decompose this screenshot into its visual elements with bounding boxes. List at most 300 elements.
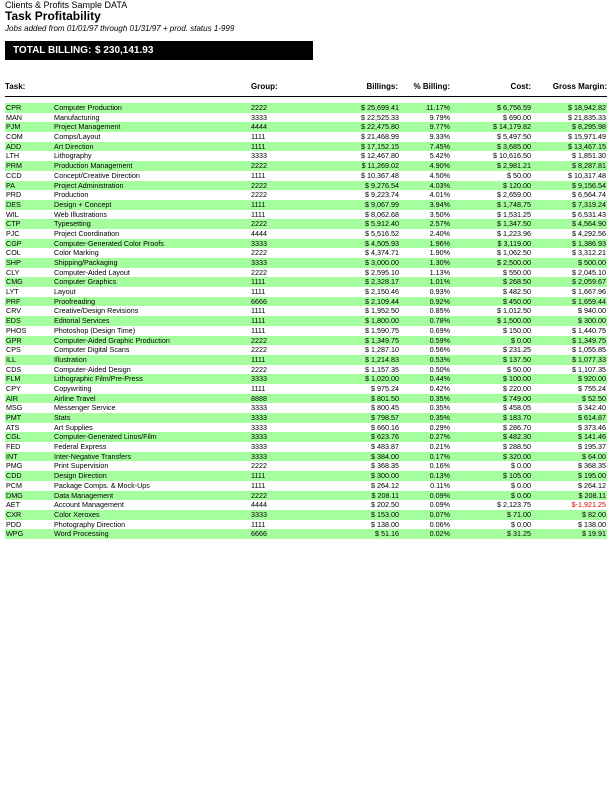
cell-group: 1111: [251, 199, 266, 209]
cell-group: 1111: [251, 141, 266, 151]
cell-code: PMG: [6, 461, 23, 471]
cell-cost: $ 31.25: [507, 529, 531, 539]
cell-gm: $ 1,659.44: [572, 296, 606, 306]
cell-cost: $ 450.00: [503, 296, 531, 306]
cell-cost: $ 71.00: [507, 509, 531, 519]
cell-gm: $ 4,564.90: [572, 219, 606, 229]
cell-cost: $ 286.70: [503, 422, 531, 432]
cell-task: Project Administration: [54, 180, 124, 190]
report-filter-note: Jobs added from 01/01/97 through 01/31/97 + prod. status 1-999: [5, 24, 235, 33]
total-billing-label: TOTAL BILLING:: [13, 45, 92, 56]
cell-task: Typesetting: [54, 219, 91, 229]
cell-group: 1111: [251, 519, 266, 529]
cell-pct: 2.57%: [429, 219, 450, 229]
cell-cost: $ 482.50: [503, 287, 531, 297]
cell-code: CLY: [6, 267, 20, 277]
cell-task: Shipping/Packaging: [54, 258, 118, 267]
cell-cost: $ 550.00: [503, 267, 531, 277]
cell-pct: 0.56%: [429, 345, 450, 355]
cell-cost: $ 1,223.96: [497, 228, 531, 238]
cell-task: Proofreading: [54, 296, 96, 306]
cell-cost: $ 749.00: [503, 393, 531, 403]
cell-task: Art Direction: [54, 141, 94, 151]
cell-gm: $ 8,287.81: [572, 161, 606, 171]
column-header-cost: Cost:: [510, 82, 531, 91]
cell-code: CCD: [6, 170, 22, 180]
cell-group: 1111: [251, 277, 266, 287]
cell-cost: $ 10,616.50: [493, 151, 531, 161]
cell-group: 2222: [251, 180, 267, 190]
cell-pct: 9.33%: [429, 132, 450, 142]
cell-billings: $ 9,067.99: [365, 199, 399, 209]
cell-pct: 0.85%: [429, 306, 450, 316]
cell-code: LYT: [6, 287, 19, 297]
cell-pct: 0.21%: [429, 442, 450, 452]
cell-group: 3333: [251, 258, 267, 267]
column-header-billings: Billings:: [366, 82, 398, 91]
cell-billings: $ 5,516.52: [365, 228, 399, 238]
table-row: [5, 452, 607, 462]
cell-code: WIL: [6, 209, 19, 219]
cell-task: Color Marking: [54, 248, 99, 258]
cell-code: PRM: [6, 161, 22, 171]
table-row: [5, 239, 607, 249]
cell-cost: $ 320.00: [503, 451, 531, 461]
cell-group: 3333: [251, 112, 267, 122]
cell-billings: $ 300.00: [371, 471, 399, 481]
cell-group: 2222: [251, 461, 267, 471]
cell-gm: $ 208.11: [578, 490, 606, 500]
cell-cost: $ 3,119.00: [497, 238, 531, 248]
cell-gm: $ 368.35: [578, 461, 606, 471]
cell-billings: $ 798.57: [371, 413, 399, 422]
cell-billings: $ 3,000.00: [365, 258, 399, 267]
cell-gm: $ 1,349.75: [572, 335, 606, 345]
cell-cost: $ 0.00: [511, 490, 531, 500]
cell-group: 1111: [251, 132, 266, 142]
table-row: [5, 529, 607, 539]
cell-cost: $ 220.00: [503, 383, 531, 393]
cell-task: Editorial Services: [54, 316, 110, 326]
cell-billings: $ 10,367.48: [361, 170, 399, 180]
cell-cost: $ 1,062.50: [497, 248, 531, 258]
cell-cost: $ 2,123.75: [497, 500, 531, 510]
cell-cost: $ 1,347.50: [497, 219, 531, 229]
cell-gm: $ 1,055.85: [572, 345, 606, 355]
cell-billings: $ 153.00: [371, 509, 399, 519]
cell-pct: 0.11%: [430, 480, 450, 490]
cell-billings: $ 800.45: [371, 403, 399, 413]
table-row: [5, 316, 607, 326]
cell-cost: $ 2,500.00: [497, 258, 531, 267]
cell-billings: $ 264.12: [371, 480, 399, 490]
header-divider: [5, 96, 607, 97]
cell-group: 2222: [251, 190, 267, 200]
cell-gm: $ 3,312.21: [572, 248, 606, 258]
cell-group: 3333: [251, 422, 267, 432]
cell-task: Layout: [54, 287, 76, 297]
cell-code: MSG: [6, 403, 23, 413]
cell-billings: $ 384.00: [371, 451, 399, 461]
cell-cost: $ 5,497.50: [497, 132, 531, 142]
cell-group: 4444: [251, 500, 267, 510]
cell-code: PHOS: [6, 325, 27, 335]
cell-billings: $ 11,269.02: [361, 161, 399, 171]
cell-gm: $ 141.46: [578, 432, 606, 442]
cell-billings: $ 1,157.35: [365, 364, 399, 374]
table-row: [5, 132, 607, 142]
cell-gm: $ 264.12: [578, 480, 606, 490]
table-row: [5, 190, 607, 200]
cell-billings: $ 975.24: [371, 383, 399, 393]
column-header-pct-billing: % Billing:: [413, 82, 450, 91]
cell-gm: $ 18,942.82: [568, 103, 606, 112]
cell-code: CDS: [6, 364, 22, 374]
cell-code: CDD: [6, 471, 22, 481]
table-row: [5, 181, 607, 191]
cell-pct: 0.09%: [429, 500, 450, 510]
cell-cost: $ 458.05: [503, 403, 531, 413]
table-row: [5, 500, 607, 510]
total-billing-box: [5, 41, 313, 60]
cell-pct: 1.01%: [429, 277, 450, 287]
cell-cost: $ 0.00: [511, 480, 531, 490]
cell-code: CPY: [6, 383, 21, 393]
table-row: [5, 113, 607, 123]
table-row: [5, 336, 607, 346]
cell-task: Stats: [54, 413, 71, 422]
cell-gm: $ 82.00: [582, 509, 606, 519]
cell-billings: $ 4,505.93: [365, 238, 399, 248]
table-row: [5, 471, 607, 481]
cell-task: Design + Concept: [54, 199, 112, 209]
cell-pct: 0.78%: [429, 316, 450, 326]
cell-code: LTH: [6, 151, 20, 161]
cell-pct: 0.35%: [429, 393, 450, 403]
cell-pct: 2.40%: [429, 228, 450, 238]
cell-code: CRV: [6, 306, 22, 316]
cell-billings: $ 9,223.74: [365, 190, 399, 200]
cell-billings: $ 2,595.10: [365, 267, 399, 277]
cell-code: PJM: [6, 122, 21, 132]
table-row: [5, 384, 607, 394]
cell-task: Computer-Generated Color Proofs: [54, 238, 164, 248]
cell-pct: 3.94%: [429, 199, 450, 209]
cell-billings: $ 25,699.41: [361, 103, 399, 112]
cell-group: 3333: [251, 413, 267, 422]
cell-task: Federal Express: [54, 442, 107, 452]
cell-gm: $ 10,317.48: [568, 170, 606, 180]
cell-group: 6666: [251, 296, 267, 306]
cell-billings: $ 138.00: [371, 519, 399, 529]
cell-group: 8888: [251, 393, 267, 403]
cell-pct: 1.13%: [429, 267, 450, 277]
cell-pct: 0.59%: [429, 335, 450, 345]
cell-code: DES: [6, 199, 21, 209]
cell-billings: $ 202.50: [371, 500, 399, 510]
cell-billings: $ 368.35: [371, 461, 399, 471]
cell-task: Word Processing: [54, 529, 109, 539]
cell-task: Production: [54, 190, 89, 200]
cell-billings: $ 1,800.00: [365, 316, 399, 326]
cell-pct: 0.35%: [429, 403, 450, 413]
cell-task: Account Management: [54, 500, 124, 510]
column-header-group: Group:: [251, 82, 278, 91]
cell-code: ATS: [6, 422, 20, 432]
cell-billings: $ 208.11: [371, 490, 399, 500]
table-row: [5, 268, 607, 278]
table-row: [5, 442, 607, 452]
cell-code: AET: [6, 500, 20, 510]
cell-pct: 0.07%: [429, 509, 450, 519]
cell-task: Computer-Aided Design: [54, 364, 131, 374]
cell-pct: 1.90%: [429, 248, 450, 258]
cell-task: Computer Production: [54, 103, 122, 112]
cell-billings: $ 8,062.68: [365, 209, 399, 219]
cell-billings: $ 623.76: [371, 432, 399, 442]
cell-group: 1111: [251, 471, 266, 481]
cell-pct: 1.30%: [429, 258, 450, 267]
cell-cost: $ 6,756.59: [497, 103, 531, 112]
cell-pct: 0.17%: [429, 451, 450, 461]
cell-code: CPS: [6, 345, 21, 355]
cell-pct: 0.35%: [429, 413, 450, 422]
cell-cost: $ 268.50: [503, 277, 531, 287]
table-row: [5, 142, 607, 152]
cell-task: Creative/Design Revisions: [54, 306, 139, 316]
cell-code: PRF: [6, 296, 21, 306]
report-source: Clients & Profits Sample DATA: [5, 0, 128, 10]
cell-gm: $ 300.00: [578, 316, 606, 326]
cell-cost: $ 120.00: [503, 180, 531, 190]
cell-pct: 3.50%: [429, 209, 450, 219]
cell-code: PJC: [6, 228, 20, 238]
cell-group: 1111: [251, 354, 266, 364]
cell-task: Print Supervision: [54, 461, 109, 471]
cell-task: Photoshop (Design Time): [54, 325, 136, 335]
cell-billings: $ 5,912.40: [365, 219, 399, 229]
cell-billings: $ 22,525.33: [361, 112, 399, 122]
table-row: [5, 423, 607, 433]
cell-cost: $ 482.30: [503, 432, 531, 442]
cell-group: 2222: [251, 345, 267, 355]
cell-billings: $ 9,276.54: [365, 180, 399, 190]
table-row: [5, 171, 607, 181]
cell-pct: 4.03%: [429, 180, 450, 190]
cell-gm: $ 1,667.96: [572, 287, 606, 297]
cell-task: Computer Graphics: [54, 277, 117, 287]
cell-pct: 0.42%: [429, 383, 450, 393]
cell-code: SHP: [6, 258, 21, 267]
table-row: [5, 258, 607, 268]
cell-code: CGP: [6, 238, 22, 248]
cell-billings: $ 801.50: [371, 393, 399, 403]
cell-pct: 0.27%: [429, 432, 450, 442]
cell-pct: 0.44%: [429, 374, 450, 384]
cell-cost: $ 1,748.75: [497, 199, 531, 209]
cell-gm: $ 920.00: [578, 374, 606, 384]
cell-code: AIR: [6, 393, 18, 403]
cell-gm: $ 1,386.93: [572, 238, 606, 248]
cell-gm: $ 6,531.43: [572, 209, 606, 219]
table-row: [5, 432, 607, 442]
cell-task: Computer-Aided Layout: [54, 267, 130, 277]
cell-cost: $ 1,500.00: [497, 316, 531, 326]
cell-group: 4444: [251, 122, 267, 132]
cell-billings: $ 1,590.75: [365, 325, 399, 335]
cell-task: Photography Direction: [54, 519, 126, 529]
cell-pct: 0.93%: [429, 287, 450, 297]
cell-cost: $ 1,012.50: [497, 306, 531, 316]
cell-group: 4444: [251, 228, 267, 238]
cell-code: ILL: [6, 354, 16, 364]
cell-pct: 5.42%: [429, 151, 450, 161]
cell-task: Concept/Creative Direction: [54, 170, 140, 180]
cell-task: Lithographic Film/Pre-Press: [54, 374, 143, 384]
cell-group: 3333: [251, 403, 267, 413]
cell-code: MAN: [6, 112, 22, 122]
cell-gm: $ 15,971.49: [568, 132, 606, 142]
cell-cost: $ 0.00: [511, 461, 531, 471]
task-table: [5, 103, 607, 539]
table-row: [5, 229, 607, 239]
cell-cost: $ 50.00: [507, 170, 531, 180]
cell-billings: $ 22,475.80: [361, 122, 399, 132]
cell-gm: $ 195.00: [578, 471, 606, 481]
cell-code: GPR: [6, 335, 22, 345]
cell-pct: 4.90%: [429, 161, 450, 171]
total-billing-value: $ 230,141.93: [95, 45, 154, 56]
cell-gm: $ 13,467.15: [568, 141, 606, 151]
cell-billings: $ 17,152.15: [361, 141, 399, 151]
cell-gm: $ 195.37: [578, 442, 606, 452]
cell-group: 1111: [251, 325, 266, 335]
table-row: [5, 355, 607, 365]
cell-code: INT: [6, 451, 18, 461]
cell-task: Airline Travel: [54, 393, 96, 403]
report-title: Task Profitability: [5, 9, 101, 23]
cell-group: 3333: [251, 442, 267, 452]
cell-billings: $ 4,374.71: [365, 248, 399, 258]
cell-pct: 7.45%: [429, 141, 450, 151]
cell-cost: $ 0.00: [511, 335, 531, 345]
table-row: [5, 161, 607, 171]
cell-task: Comps/Layout: [54, 132, 101, 142]
table-row: [5, 345, 607, 355]
cell-gm: $ 1,851.30: [572, 151, 606, 161]
cell-group: 6666: [251, 529, 267, 539]
cell-gm: $ 1,077.33: [572, 354, 606, 364]
cell-group: 1111: [251, 383, 266, 393]
cell-group: 2222: [251, 161, 267, 171]
table-row: [5, 394, 607, 404]
cell-cost: $ 288.50: [503, 442, 531, 452]
cell-gm: $ 940.00: [578, 306, 606, 316]
table-row: [5, 219, 607, 229]
cell-group: 2222: [251, 248, 267, 258]
cell-cost: $ 3,685.00: [497, 141, 531, 151]
cell-group: 2222: [251, 219, 267, 229]
cell-group: 2222: [251, 335, 267, 345]
cell-billings: $ 1,020.00: [365, 374, 399, 384]
cell-gm: $ 373.46: [578, 422, 606, 432]
cell-gm: $ 138.00: [578, 519, 606, 529]
table-row: [5, 413, 607, 423]
cell-pct: 0.92%: [429, 296, 450, 306]
cell-gm: $ 7,319.24: [572, 199, 606, 209]
table-row: [5, 306, 607, 316]
cell-cost: $ 2,659.00: [497, 190, 531, 200]
cell-billings: $ 1,349.75: [365, 335, 399, 345]
cell-pct: 4.01%: [429, 190, 450, 200]
cell-code: EDS: [6, 316, 21, 326]
table-row: [5, 403, 607, 413]
cell-billings: $ 1,952.50: [365, 306, 399, 316]
table-row: [5, 122, 607, 132]
cell-code: WPG: [6, 529, 24, 539]
cell-cost: $ 50.00: [507, 364, 531, 374]
cell-gm: $ 52.50: [582, 393, 606, 403]
cell-pct: 4.50%: [429, 170, 450, 180]
cell-code: PDD: [6, 519, 22, 529]
cell-task: Computer-Generated Linos/Film: [54, 432, 157, 442]
cell-pct: 9.79%: [429, 112, 450, 122]
cell-group: 1111: [251, 480, 266, 490]
cell-group: 3333: [251, 151, 267, 161]
table-row: [5, 326, 607, 336]
cell-gm: $ 21,835.33: [568, 112, 606, 122]
cell-task: Computer Digital Scans: [54, 345, 130, 355]
table-row: [5, 103, 607, 113]
cell-pct: 0.53%: [429, 354, 450, 364]
cell-task: Copywriting: [54, 383, 92, 393]
table-row: [5, 491, 607, 501]
cell-task: Data Management: [54, 490, 114, 500]
cell-cost: $ 100.00: [503, 374, 531, 384]
cell-gm: $ 755.24: [578, 383, 606, 393]
column-header-task: Task:: [5, 82, 26, 91]
cell-billings: $ 2,150.46: [365, 287, 399, 297]
cell-task: Messenger Service: [54, 403, 116, 413]
cell-pct: 0.02%: [429, 529, 450, 539]
cell-billings: $ 2,328.17: [365, 277, 399, 287]
cell-group: 2222: [251, 490, 267, 500]
cell-gm: $ 8,295.98: [572, 122, 606, 132]
cell-cost: $ 1,531.25: [497, 209, 531, 219]
cell-pct: 0.69%: [429, 325, 450, 335]
cell-code: CPR: [6, 103, 22, 112]
cell-gm: $ 2,059.67: [572, 277, 606, 287]
cell-task: Production Management: [54, 161, 133, 171]
table-row: [5, 520, 607, 530]
cell-gm: $ 500.00: [578, 258, 606, 267]
cell-gm: $ 6,564.74: [572, 190, 606, 200]
cell-gm: $ 19.91: [582, 529, 606, 539]
cell-task: Color Xeroxes: [54, 509, 100, 519]
cell-task: Lithography: [54, 151, 92, 161]
cell-task: Design Direction: [54, 471, 107, 481]
cell-cost: $ 183.70: [503, 413, 531, 422]
table-row: [5, 210, 607, 220]
cell-task: Package Comps. & Mock-Ups: [54, 480, 150, 490]
cell-cost: $ 105.00: [503, 471, 531, 481]
table-row: [5, 248, 607, 258]
cell-pct: 11.17%: [426, 103, 450, 112]
cell-billings: $ 21,468.99: [361, 132, 399, 142]
table-row: [5, 287, 607, 297]
table-row: [5, 481, 607, 491]
cell-gm: $ 614.87: [578, 413, 606, 422]
